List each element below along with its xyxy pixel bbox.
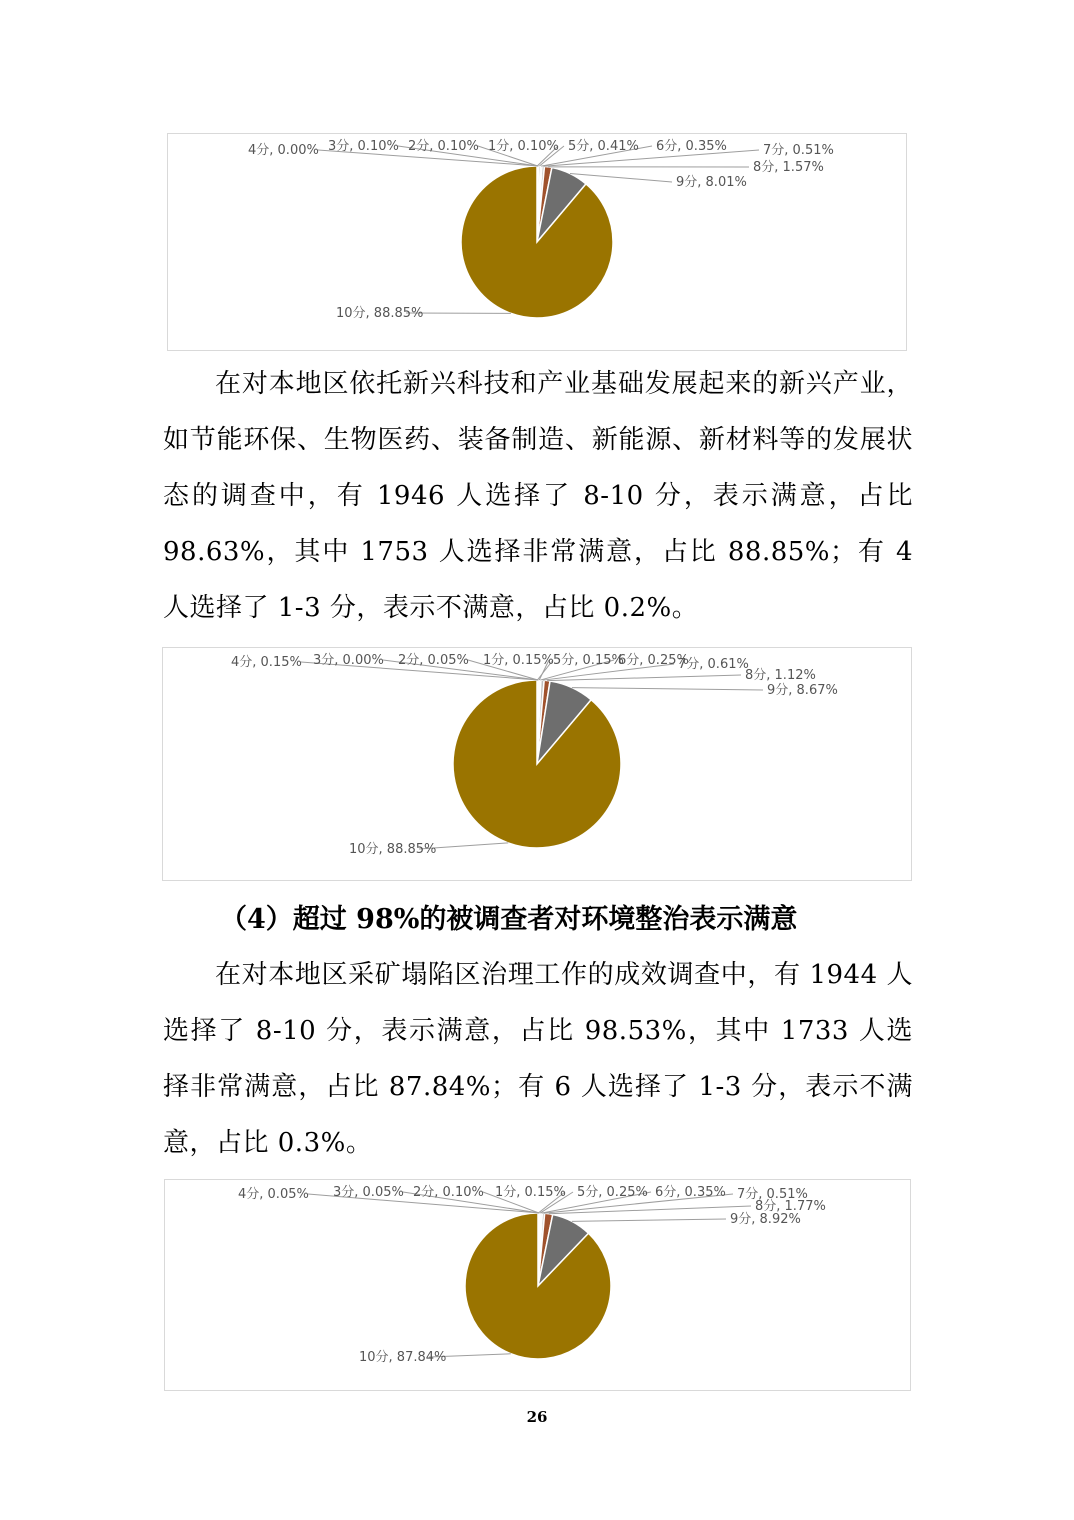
pie-slice-10-points	[453, 680, 621, 848]
section-heading: （4）超过 98%的被调查者对环境整治表示满意	[220, 904, 798, 935]
leader-line-9-points	[572, 688, 763, 690]
leader-line-9-points	[570, 174, 672, 182]
pie-chart-3	[164, 1179, 911, 1391]
data-label-7-points: 7分, 0.61%	[678, 657, 749, 672]
data-label-2-points: 2分, 0.10%	[413, 1185, 484, 1200]
paragraph-mining-subsidence: 在对本地区采矿塌陷区治理工作的成效调查中，有 1944 人选择了 8-10 分，表示满意，占比 98.53%，其中 1733 人选择非常满意，占比 87.84%；有 6 人选择了 1-3 分，表示不满意，占比 0.3%。	[163, 960, 913, 1158]
data-label-8-points: 8分, 1.57%	[753, 160, 824, 175]
data-label-1-points: 1分, 0.15%	[495, 1185, 566, 1200]
data-label-5-points: 5分, 0.25%	[577, 1185, 648, 1200]
data-label-3-points: 3分, 0.10%	[328, 139, 399, 154]
data-label-6-points: 6分, 0.35%	[655, 1185, 726, 1200]
data-label-7-points: 7分, 0.51%	[763, 143, 834, 158]
data-label-2-points: 2分, 0.05%	[398, 653, 469, 668]
data-label-1-points: 1分, 0.10%	[488, 139, 559, 154]
data-label-4-points: 4分, 0.05%	[238, 1187, 309, 1202]
pie-chart-1	[167, 133, 907, 351]
page-number: 26	[526, 1408, 548, 1426]
data-label-10-points: 10分, 88.85%	[336, 306, 424, 321]
data-label-10-points: 10分, 88.85%	[349, 842, 437, 857]
data-label-5-points: 5分, 0.15%	[553, 653, 624, 668]
leader-line-9-points	[572, 1219, 726, 1221]
pie-slice-10-points	[461, 166, 613, 318]
data-label-7-points: 7分, 0.51%	[737, 1187, 808, 1202]
data-label-6-points: 6分, 0.25%	[618, 653, 689, 668]
paragraph-emerging-industry: 在对本地区依托新兴科技和产业基础发展起来的新兴产业，如节能环保、生物医药、装备制造、新能源、新材料等的发展状态的调查中，有 1946 人选择了 8-10 分，表示满意，占比 98.63%，其中 1753 人选择非常满意，占比 88.85%；有 4 人选择了 1-3 分，表示不满意，占比 0.2%。	[163, 369, 913, 623]
data-label-3-points: 3分, 0.00%	[313, 653, 384, 668]
data-label-4-points: 4分, 0.00%	[248, 143, 319, 158]
data-label-9-points: 9分, 8.92%	[730, 1212, 801, 1227]
pie-slice-10-points	[465, 1213, 611, 1359]
data-label-6-points: 6分, 0.35%	[656, 139, 727, 154]
data-label-8-points: 8分, 1.12%	[745, 668, 816, 683]
data-label-10-points: 10分, 87.84%	[359, 1350, 447, 1365]
data-label-9-points: 9分, 8.67%	[767, 683, 838, 698]
pie-chart-2	[162, 647, 912, 881]
data-label-1-points: 1分, 0.15%	[483, 653, 554, 668]
data-label-5-points: 5分, 0.41%	[568, 139, 639, 154]
data-label-8-points: 8分, 1.77%	[755, 1199, 826, 1214]
data-label-4-points: 4分, 0.15%	[231, 655, 302, 670]
data-label-9-points: 9分, 8.01%	[676, 175, 747, 190]
data-label-2-points: 2分, 0.10%	[408, 139, 479, 154]
data-label-3-points: 3分, 0.05%	[333, 1185, 404, 1200]
